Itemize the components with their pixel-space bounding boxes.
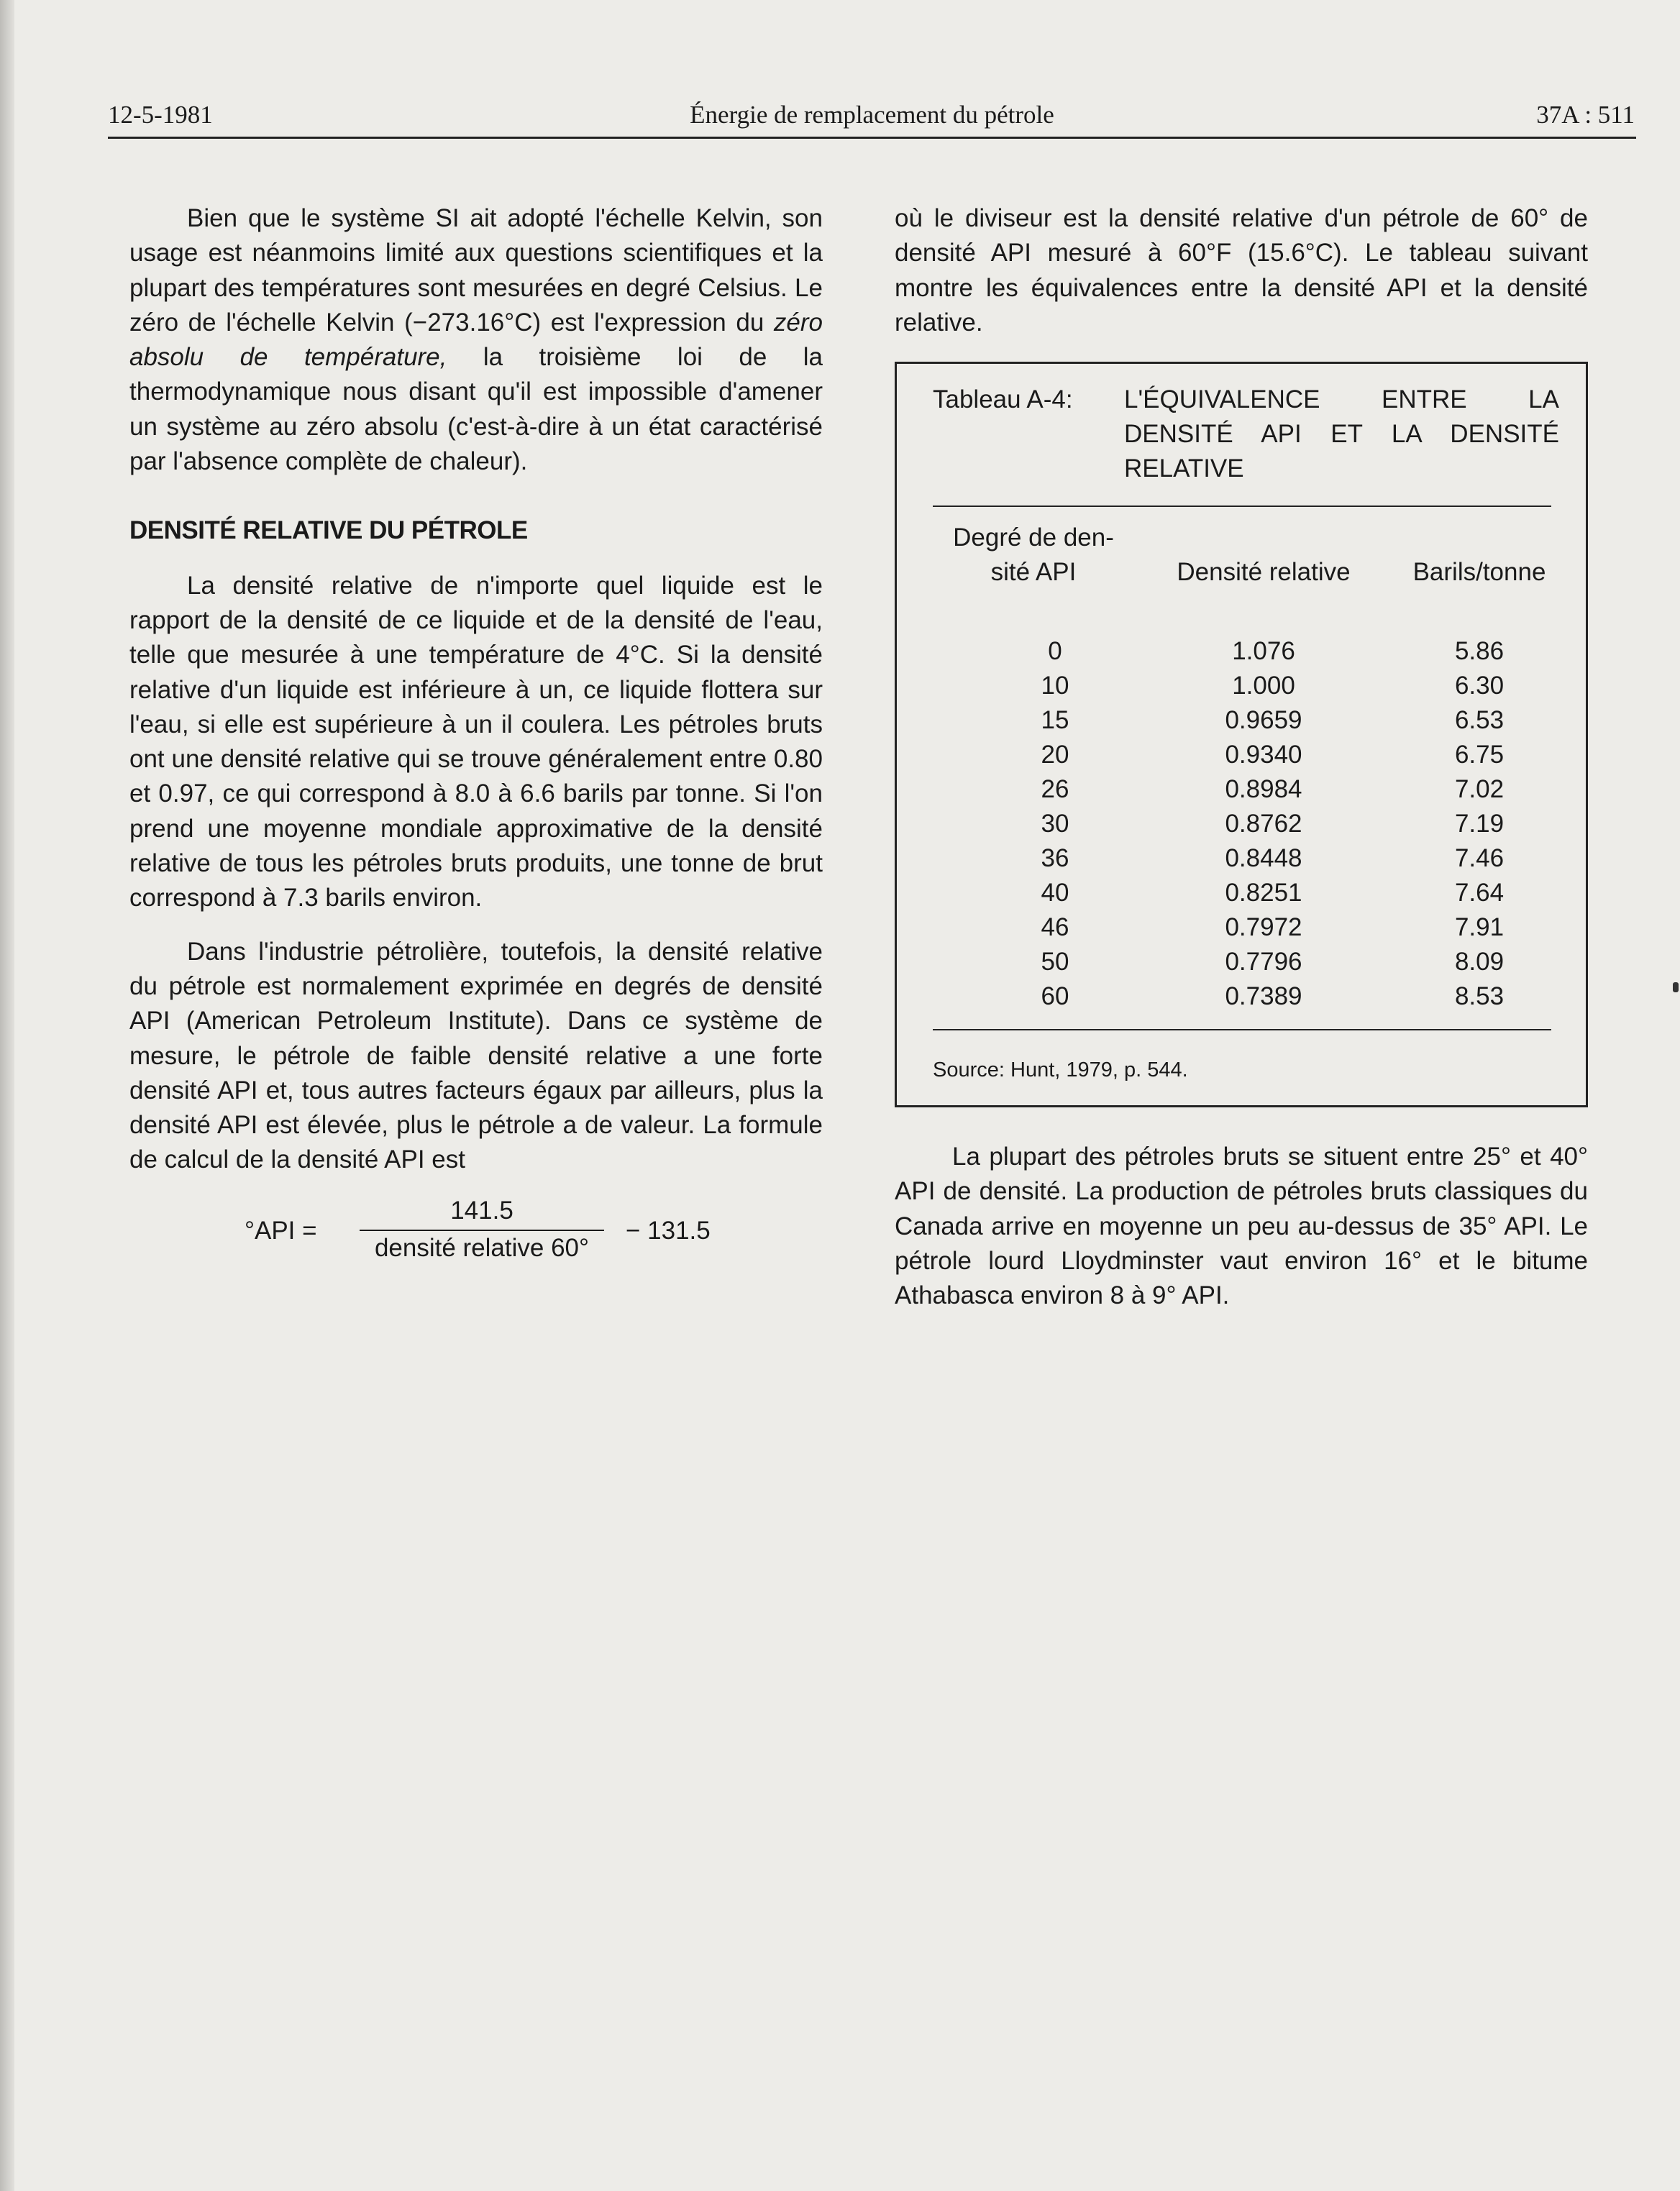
cell-densite: 0.9340	[1225, 741, 1302, 769]
paragraph-densite-api: Dans l'industrie pétrolière, toutefois, la densité relative du pétrole est normalement exprimée en degrés de densité API (American Petroleum Institute). Dans ce système de mesure, le pétrole de faible densité relative a une forte densité API et, tous autres facteurs égaux par ailleurs, plus la densité API est élevée, plus le pétrole a de valeur. La formule de calcul de la densité API est	[129, 937, 823, 1174]
cell-densite: 1.000	[1232, 672, 1295, 700]
page-edge-mark	[1673, 982, 1679, 992]
formula-numerator: 141.5	[360, 1194, 604, 1231]
table-rule-bottom	[933, 1029, 1551, 1030]
formula-lhs: °API =	[245, 1216, 317, 1245]
binding-shadow	[0, 0, 14, 2191]
cell-densite: 0.8448	[1225, 844, 1302, 872]
cell-densite: 0.7972	[1225, 913, 1302, 941]
cell-densite: 1.076	[1232, 637, 1295, 665]
table-row	[897, 738, 1586, 772]
table-row	[897, 703, 1586, 738]
cell-densite: 0.9659	[1225, 706, 1302, 734]
left-column	[129, 201, 823, 1273]
cell-barils: 7.46	[1454, 844, 1505, 872]
cell-barils: 7.19	[1454, 810, 1505, 838]
api-formula	[129, 1194, 823, 1273]
cell-api: 46	[1041, 913, 1069, 941]
cell-densite: 0.7389	[1225, 982, 1302, 1010]
cell-api: 40	[1041, 879, 1069, 907]
table-row	[897, 841, 1586, 876]
table-row	[897, 945, 1586, 979]
cell-barils: 6.53	[1454, 706, 1505, 734]
header-page-number: 37A : 511	[1536, 101, 1635, 129]
table-row	[897, 979, 1586, 1014]
cell-api: 60	[1041, 982, 1069, 1010]
cell-api: 30	[1041, 810, 1069, 838]
formula-fraction	[360, 1194, 604, 1266]
table-row	[897, 876, 1586, 910]
right-column-bottom	[895, 1140, 1588, 1313]
table-a4	[895, 362, 1588, 1107]
section-heading: DENSITÉ RELATIVE DU PÉTROLE	[129, 516, 528, 545]
page-header	[108, 95, 1636, 138]
cell-barils: 7.64	[1454, 879, 1505, 907]
table-label: Tableau A-4:	[933, 385, 1073, 413]
table-rule-top	[933, 506, 1551, 507]
table-row	[897, 772, 1586, 807]
formula-denominator: densité relative 60°	[374, 1234, 590, 1263]
cell-barils: 6.30	[1454, 672, 1505, 700]
cell-api: 0	[1048, 637, 1062, 665]
paragraph-kelvin: Bien que le système SI ait adopté l'échelle Kelvin, son usage est néanmoins limité aux questions scientifiques et la plupart des températures sont mesurées en degré Celsius. Le zéro de l'échelle Kelvin (−273.16°C) est l'expression du zéro absolu de température, la troisième loi de la thermodynamique nous disant qu'il est impossible d'amener un système au zéro absolu (c'est-à-dire à un état caractérisé par l'absence complète de chaleur).	[129, 204, 823, 476]
cell-barils: 6.75	[1454, 741, 1505, 769]
cell-barils: 8.53	[1454, 982, 1505, 1010]
formula-rhs: − 131.5	[626, 1216, 711, 1245]
paragraph-diviseur: où le diviseur est la densité relative d'un pétrole de 60° de densité API mesuré à 60°F (15.6°C). Le tableau suivant montre les équivalences entre la densité API et la densité relative.	[895, 204, 1588, 337]
column-header-api: Degré de den- sité API	[953, 523, 1114, 586]
table-row	[897, 910, 1586, 945]
cell-api: 36	[1041, 844, 1069, 872]
cell-api: 26	[1041, 775, 1069, 803]
table-source: Source: Hunt, 1979, p. 544.	[933, 1058, 1188, 1081]
paragraph-densite-relative: La densité relative de n'importe quel liquide est le rapport de la densité de ce liquide et de la densité de l'eau, telle que mesurée à une température de 4°C. Si la densité relative d'un liquide est inférieure à un, ce liquide flottera sur l'eau, si elle est supérieure à un il coulera. Les pétroles bruts ont une densité relative qui se trouve généralement entre 0.80 et 0.97, ce qui correspond à 8.0 à 6.6 barils par tonne. Si l'on prend une moyenne mondiale approximative de la densité relative de tous les pétroles bruts produits, une tonne de brut correspond à 7.3 barils environ.	[129, 571, 823, 912]
cell-api: 20	[1041, 741, 1069, 769]
column-header-barils: Barils/tonne	[1412, 558, 1546, 586]
table-row	[897, 669, 1586, 703]
cell-barils: 7.02	[1454, 775, 1505, 803]
cell-api: 50	[1041, 948, 1069, 976]
paragraph-petroles-bruts: La plupart des pétroles bruts se situent entre 25° et 40° API de densité. La production de pétroles bruts classiques du Canada arrive en moyenne un peu au-dessus de 35° API. Le pétrole lourd Lloydminster vaut environ 16° et le bitume Athabasca environ 8 à 9° API.	[895, 1143, 1588, 1310]
table-row	[897, 634, 1586, 669]
cell-barils: 7.91	[1454, 913, 1505, 941]
cell-api: 15	[1041, 706, 1069, 734]
cell-densite: 0.8762	[1225, 810, 1302, 838]
table-caption: L'ÉQUIVALENCE ENTRE LA DENSITÉ API ET LA DENSITÉ RELATIVE	[1124, 385, 1559, 482]
cell-densite: 0.8251	[1225, 879, 1302, 907]
cell-api: 10	[1041, 672, 1069, 700]
header-rule	[108, 137, 1636, 139]
column-header-densite: Densité relative	[1177, 558, 1351, 586]
header-title: Énergie de remplacement du pétrole	[690, 101, 1054, 129]
cell-barils: 8.09	[1454, 948, 1505, 976]
table-row	[897, 807, 1586, 841]
right-column-top	[895, 201, 1588, 340]
cell-densite: 0.8984	[1225, 775, 1302, 803]
cell-barils: 5.86	[1454, 637, 1505, 665]
cell-densite: 0.7796	[1225, 948, 1302, 976]
header-date: 12-5-1981	[108, 101, 213, 129]
